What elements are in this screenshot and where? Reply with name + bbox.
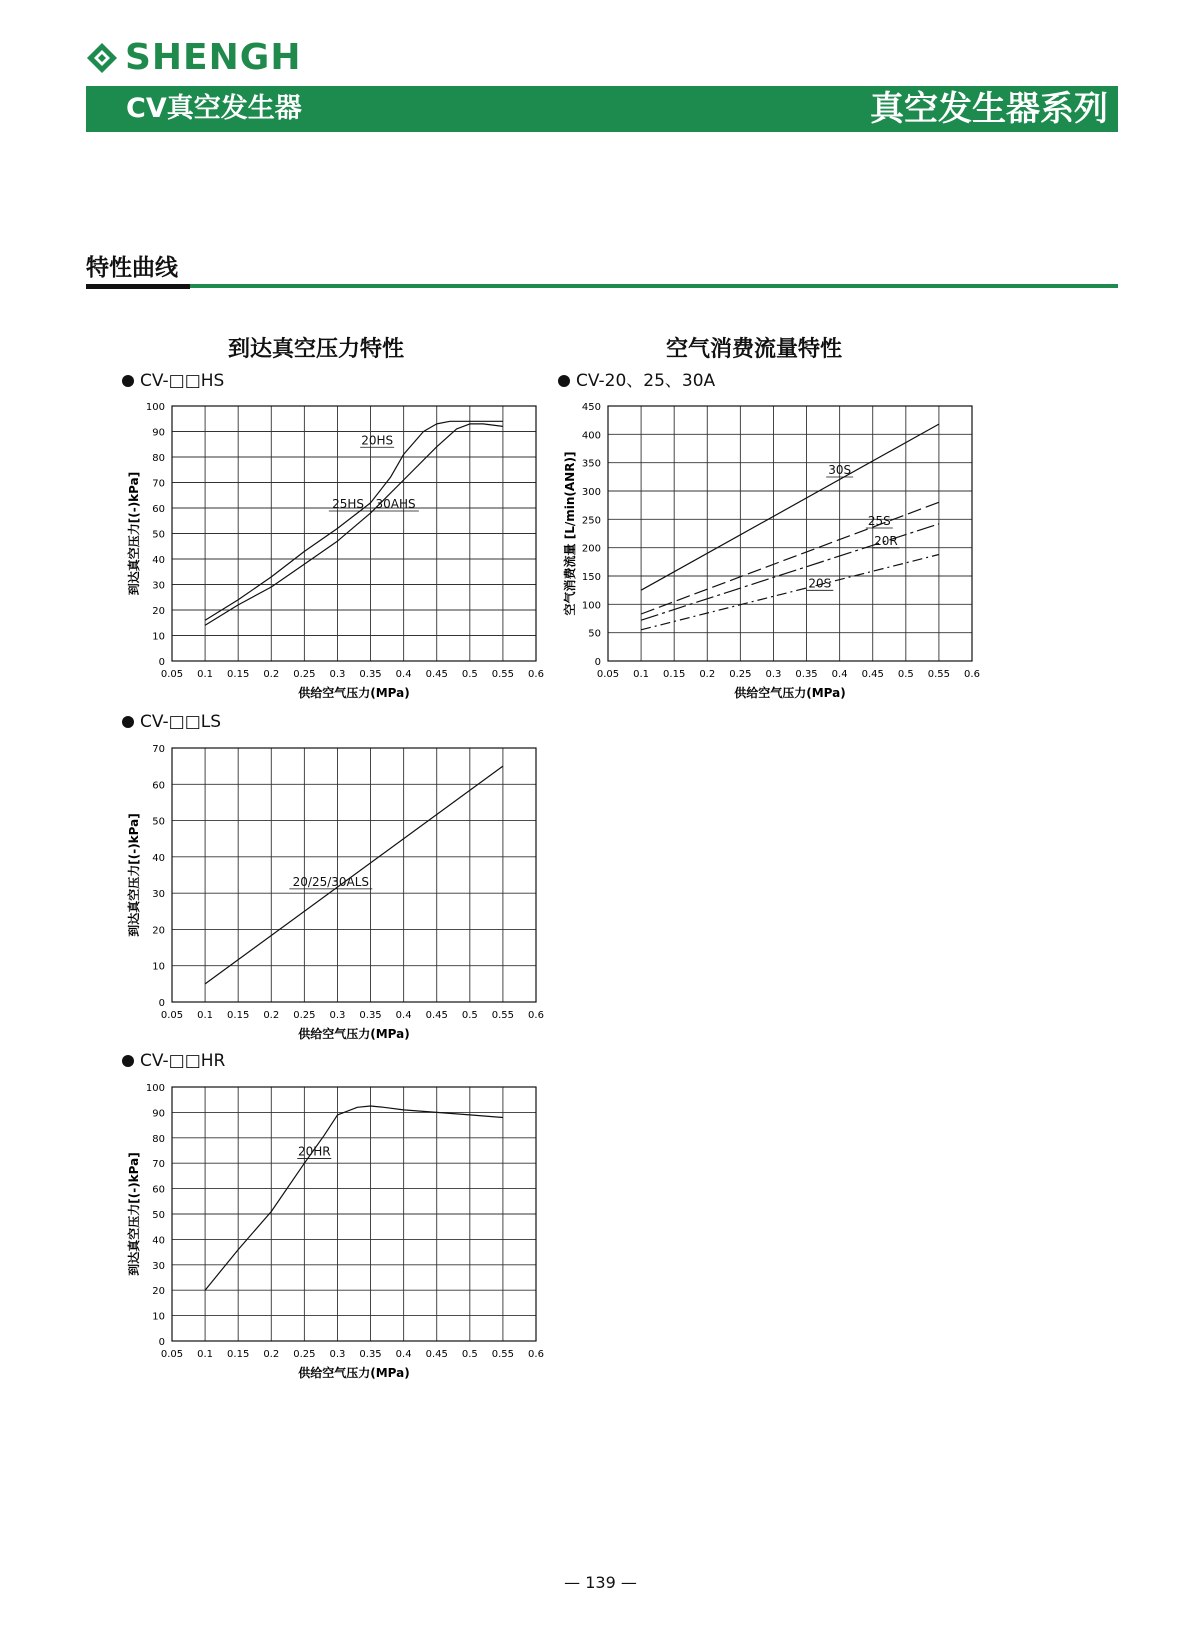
y-axis-label: 到达真空压力[(-)kPa] — [127, 471, 141, 596]
x-tick-label: 0.55 — [927, 669, 951, 680]
x-axis-label: 供给空气压力(MPa) — [298, 686, 410, 700]
x-tick-label: 0.25 — [293, 1010, 316, 1021]
y-tick-label: 40 — [152, 852, 165, 864]
y-tick-label: 50 — [152, 816, 165, 828]
y-tick-label: 80 — [152, 453, 165, 464]
x-axis-label: 供给空气压力(MPa) — [298, 1366, 410, 1380]
series-annotation: 25HS · 30AHS — [332, 497, 416, 511]
y-tick-label: 60 — [152, 1184, 165, 1196]
y-tick-label: 50 — [152, 529, 165, 541]
x-tick-label: 0.3 — [329, 1349, 346, 1360]
y-tick-label: 80 — [152, 1133, 165, 1145]
y-tick-label: 70 — [152, 744, 165, 755]
y-tick-label: 300 — [581, 487, 601, 498]
x-tick-label: 0.4 — [395, 669, 412, 680]
y-tick-label: 90 — [152, 427, 165, 439]
y-tick-label: 20 — [152, 606, 165, 617]
chart-label-text: CV-20、25、30A — [576, 371, 716, 391]
y-tick-label: 0 — [158, 1337, 165, 1348]
x-tick-label: 0.45 — [861, 669, 884, 680]
y-tick-label: 60 — [152, 780, 165, 792]
x-tick-label: 0.35 — [359, 1349, 382, 1360]
header-right-title: 真空发生器系列 — [870, 89, 1108, 129]
series-annotation: 20/25/30ALS — [292, 874, 370, 889]
x-axis-label: 供给空气压力(MPa) — [298, 1027, 410, 1041]
y-tick-label: 450 — [581, 402, 601, 413]
y-tick-label: 0 — [158, 998, 165, 1009]
x-tick-label: 0.4 — [395, 1010, 412, 1021]
header-left-title: CV真空发生器 — [126, 93, 302, 124]
brand-name: SHENGH — [125, 37, 302, 78]
left-column-title: 到达真空压力特性 — [228, 337, 405, 362]
y-tick-label: 200 — [581, 543, 601, 555]
y-tick-label: 30 — [152, 1260, 165, 1272]
x-tick-label: 0.6 — [964, 669, 980, 680]
x-tick-label: 0.1 — [197, 1010, 214, 1021]
chart-label-text: CV-□□LS — [140, 712, 222, 732]
series-annotation: 20HR — [297, 1144, 331, 1159]
x-tick-label: 0.5 — [461, 1349, 478, 1360]
x-tick-label: 0.2 — [263, 669, 280, 680]
x-tick-label: 0.25 — [293, 669, 316, 680]
x-tick-label: 0.6 — [528, 1010, 544, 1021]
x-tick-label: 0.5 — [461, 1010, 478, 1021]
y-tick-label: 90 — [152, 1108, 165, 1120]
x-tick-label: 0.3 — [329, 669, 346, 680]
y-tick-label: 0 — [594, 657, 601, 668]
series-annotation: 30S — [828, 463, 852, 477]
x-tick-label: 0.45 — [425, 1010, 448, 1021]
x-axis-label: 供给空气压力(MPa) — [734, 686, 846, 700]
x-tick-label: 0.05 — [160, 1010, 184, 1021]
series-annotation: 25S — [867, 514, 891, 528]
x-tick-label: 0.15 — [227, 1349, 250, 1360]
chart-label-text: CV-□□HR — [140, 1051, 226, 1071]
x-tick-label: 0.5 — [897, 669, 914, 680]
y-tick-label: 100 — [145, 402, 165, 413]
y-tick-label: 10 — [152, 961, 165, 973]
y-tick-label: 50 — [588, 628, 601, 640]
x-tick-label: 0.3 — [329, 1010, 346, 1021]
x-tick-label: 0.05 — [160, 669, 184, 680]
x-tick-label: 0.1 — [197, 1349, 214, 1360]
x-tick-label: 0.25 — [293, 1349, 316, 1360]
y-tick-label: 40 — [152, 1235, 165, 1247]
y-tick-label: 250 — [581, 515, 601, 527]
y-tick-label: 350 — [581, 458, 601, 470]
x-tick-label: 0.35 — [359, 1010, 382, 1021]
x-tick-label: 0.45 — [425, 1349, 448, 1360]
y-tick-label: 400 — [581, 430, 601, 442]
y-tick-label: 100 — [581, 600, 601, 612]
y-tick-label: 10 — [152, 631, 165, 643]
right-column-title: 空气消费流量特性 — [666, 337, 843, 362]
x-tick-label: 0.25 — [729, 669, 752, 680]
x-tick-label: 0.15 — [227, 669, 250, 680]
series-annotation: 20S — [808, 576, 832, 591]
x-tick-label: 0.4 — [395, 1349, 412, 1360]
x-tick-label: 0.35 — [795, 669, 818, 680]
x-tick-label: 0.6 — [528, 669, 544, 680]
y-tick-label: 50 — [152, 1210, 165, 1221]
y-tick-label: 10 — [152, 1311, 165, 1323]
x-tick-label: 0.35 — [359, 669, 382, 680]
y-tick-label: 70 — [152, 478, 165, 490]
series-annotation: 20HS — [361, 433, 394, 448]
y-tick-label: 150 — [581, 572, 601, 583]
series-annotation: 20R — [874, 533, 898, 548]
y-tick-label: 70 — [152, 1159, 165, 1171]
x-tick-label: 0.05 — [596, 669, 620, 680]
page-number: — 139 — — [564, 1573, 637, 1592]
plot-frame — [608, 406, 972, 661]
x-tick-label: 0.55 — [491, 1349, 515, 1360]
y-axis-label: 到达真空压力[(-)kPa] — [127, 813, 141, 937]
y-tick-label: 40 — [152, 555, 165, 566]
y-tick-label: 20 — [152, 1286, 165, 1298]
y-tick-label: 100 — [145, 1083, 165, 1094]
x-tick-label: 0.6 — [528, 1349, 544, 1360]
x-tick-label: 0.15 — [227, 1010, 250, 1021]
y-tick-label: 20 — [152, 925, 165, 937]
x-tick-label: 0.2 — [699, 669, 716, 680]
x-tick-label: 0.15 — [663, 669, 686, 680]
x-tick-label: 0.05 — [160, 1349, 184, 1360]
x-tick-label: 0.1 — [633, 669, 650, 680]
y-tick-label: 60 — [152, 504, 165, 515]
x-tick-label: 0.55 — [491, 1010, 515, 1021]
y-axis-label: 到达真空压力[(-)kPa] — [127, 1152, 141, 1276]
y-axis-label: 空气消费流量 [L/min(ANR)] — [563, 451, 577, 616]
x-tick-label: 0.2 — [263, 1010, 280, 1021]
x-tick-label: 0.2 — [263, 1349, 280, 1360]
y-tick-label: 0 — [158, 657, 165, 668]
y-tick-label: 30 — [152, 889, 165, 901]
x-tick-label: 0.3 — [765, 669, 782, 680]
section-title: 特性曲线 — [86, 255, 178, 281]
y-tick-label: 30 — [152, 580, 165, 592]
x-tick-label: 0.45 — [425, 669, 448, 680]
chart-label-text: CV-□□HS — [140, 371, 225, 391]
x-tick-label: 0.1 — [197, 669, 214, 680]
x-tick-label: 0.55 — [491, 669, 515, 680]
x-tick-label: 0.5 — [461, 669, 478, 680]
x-tick-label: 0.4 — [831, 669, 848, 680]
